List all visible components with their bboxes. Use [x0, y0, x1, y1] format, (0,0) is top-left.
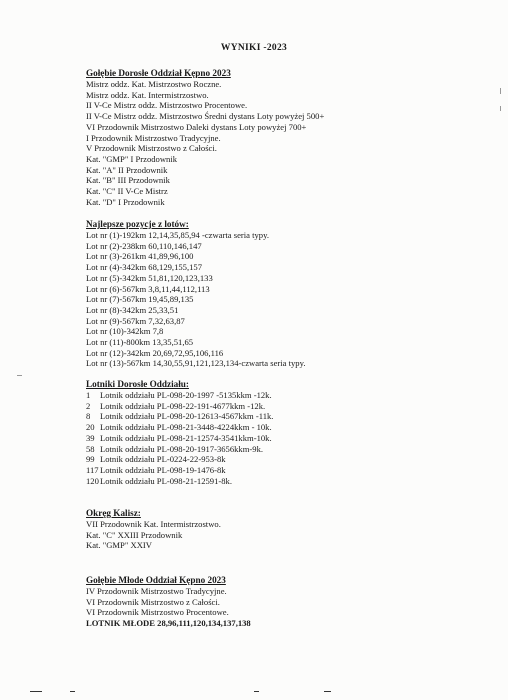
section-pozycje: [86, 219, 486, 369]
scan-mark: [30, 691, 42, 692]
result-line: I Przodownik Mistrzostwo Tradycyjne.: [86, 132, 221, 143]
flight-line: Lot nr (2)-238km 60,110,146,147: [86, 240, 202, 251]
flight-line: Lot nr (13)-567km 14,30,55,91,121,123,134-czwarta seria typy.: [86, 358, 306, 369]
flight-line: Lot nr (9)-567km 7,32,63,87: [86, 315, 185, 326]
lotnik-rank: 8: [86, 411, 91, 422]
scan-mark: [254, 691, 259, 692]
lotnik-text: Lotnik oddziału PL-098-20-1997 -5135kkm -12k.: [100, 390, 272, 400]
result-line: Kat. "D" I Przodownik: [86, 196, 165, 207]
flight-line: Lot nr (10)-342km 7,8: [86, 326, 164, 337]
lotnik-text: Lotnik oddziału PL-0224-22-953-8k: [100, 454, 226, 465]
lotnik-row: [86, 454, 486, 465]
result-line: II V-Ce Mistrz oddz. Mistrzostwo Średni dystans Loty powyżej 500+: [86, 111, 325, 122]
lotnik-text: Lotnik oddziału PL-098-21-12591-8k.: [100, 475, 232, 486]
flight-line: Lot nr (7)-567km 19,45,89,135: [86, 294, 194, 305]
lotnik-row: [86, 444, 486, 455]
lotnik-text: Lotnik oddziału PL-098-21-12574-3541kkm-10k.: [100, 432, 272, 443]
result-line: VI Przodownik Mistrzostwo Daleki dystans Loty powyżej 700+: [86, 121, 307, 132]
scan-mark: [17, 375, 22, 376]
scan-mark: [70, 691, 75, 692]
lotnik-text: Lotnik oddziału PL-098-20-1917-3656kkm-9k.: [100, 443, 264, 454]
lotnik-text: Lotnik oddziału PL-098-22-191-4677kkm -12k.: [100, 400, 266, 411]
result-line: Kat. "GMP" I Przodownik: [86, 153, 178, 164]
lotnik-text: Lotnik oddziału PL-098-21-3448-4224kkm - 10k.: [100, 422, 272, 433]
section-lotniki: [86, 379, 486, 486]
lotnik-rank: 58: [86, 443, 95, 454]
section-heading-pozycje: Najlepsze pozycje z lotów:: [86, 219, 189, 229]
result-line: II V-Ce Mistrz oddz. Mistrzostwo Procentowe.: [86, 100, 248, 111]
result-line: Kat. "C" II V-Ce Mistrz: [86, 186, 168, 197]
result-line: Kat. "C" XXIII Przodownik: [86, 529, 183, 540]
scan-mark: [324, 691, 331, 692]
flight-line: Lot nr (12)-342km 20,69,72,95,106,116: [86, 347, 224, 358]
flight-line: Lot nr (8)-342km 25,33,51: [86, 304, 179, 315]
flight-line: Lot nr (4)-342km 68,129,155,157: [86, 262, 203, 273]
lotnik-row: [86, 465, 486, 476]
lotnik-rank: 120: [86, 475, 99, 486]
section-heading-dorosle: Gołębie Dorosłe Oddział Kępno 2023: [86, 68, 231, 78]
result-line: VII Przodownik Kat. Intermistrzostwo.: [86, 519, 221, 529]
lotnik-rank: 39: [86, 432, 95, 443]
result-line: IV Przodownik Mistrzostwo Tradycyjne.: [86, 586, 227, 596]
scan-mark: [500, 106, 501, 111]
result-line: Kat. "A" II Przodownik: [86, 164, 168, 175]
lotnik-mlode-line: LOTNIK MŁODE 28,96,111,120,134,137,138: [86, 618, 251, 629]
lotnik-rank: 117: [86, 464, 99, 475]
lotnik-row: [86, 390, 486, 401]
section-okreg: [86, 508, 486, 551]
lotnik-row: [86, 433, 486, 444]
section-dorosle: [86, 68, 486, 207]
result-line: Kat. "B" III Przodownik: [86, 175, 170, 186]
lotnik-rank: 1: [86, 390, 91, 400]
document-title: WYNIKI -2023: [220, 43, 288, 53]
result-line: Mistrz oddz. Kat. Intermistrzostwo.: [86, 89, 209, 100]
lotnik-row: [86, 422, 486, 433]
result-line: V Przodownik Mistrzostwo z Całości.: [86, 143, 217, 154]
lotnik-text: Lotnik oddziału PL-098-19-1476-8k: [100, 464, 226, 475]
section-heading-lotniki: Lotniki Dorosłe Oddziału:: [86, 379, 189, 389]
section-heading-mlode: Gołębie Młode Oddział Kępno 2023: [86, 575, 226, 585]
result-line: Mistrz oddz. Kat. Mistrzostwo Roczne.: [86, 79, 222, 89]
lotnik-text: Lotnik oddziału PL-098-20-12613-4567kkm -11k.: [100, 411, 274, 422]
flight-line: Lot nr (3)-261km 41,89,96,100: [86, 251, 194, 262]
flight-line: Lot nr (6)-567km 3,8,11,44,112,113: [86, 283, 210, 294]
section-heading-okreg: Okręg Kalisz:: [86, 508, 141, 518]
lotnik-row: [86, 411, 486, 422]
lotnik-rank: 20: [86, 422, 95, 433]
scan-mark: [500, 88, 501, 94]
flight-line: Lot nr (1)-192km 12,14,35,85,94 -czwarta seria typy.: [86, 230, 269, 240]
flight-line: Lot nr (5)-342km 51,81,120,123,133: [86, 272, 213, 283]
flight-line: Lot nr (11)-800km 13,35,51,65: [86, 337, 194, 348]
section-mlode: [86, 575, 486, 629]
lotnik-row: [86, 476, 486, 487]
lotnik-rank: 99: [86, 454, 95, 465]
result-line: VI Przodownik Mistrzostwo z Całości.: [86, 596, 220, 607]
lotnik-row: [86, 401, 486, 412]
result-line: VI Przodownik Mistrzostwo Procentowe.: [86, 607, 229, 618]
result-line: Kat. "GMP" XXIV: [86, 540, 152, 551]
lotnik-rank: 2: [86, 400, 91, 411]
